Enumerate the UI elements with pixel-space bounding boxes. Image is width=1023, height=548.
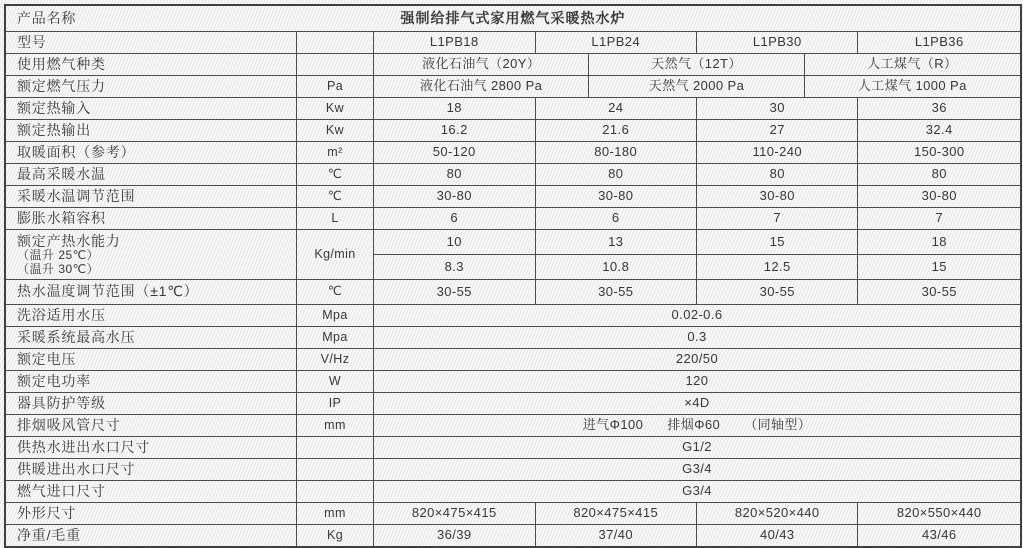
system-pressure-unit: Mpa (297, 327, 374, 349)
hot-water-rise30-label: （温升 30℃） (17, 261, 100, 276)
bath-pressure-value: 0.02-0.6 (374, 305, 1020, 327)
model-unit (297, 32, 374, 54)
product-name-value: 强制给排气式家用燃气采暖热水炉 (400, 9, 626, 26)
weight-value: 43/46 (921, 527, 957, 543)
voltage-value: 220/50 (374, 349, 1020, 371)
flue-pipe-value: 进气Φ100 排烟Φ60 （同轴型） (374, 415, 1020, 437)
heat-input-value: 24 (536, 98, 698, 120)
expansion-tank-value: 6 (374, 208, 536, 230)
heating-port-value: G3/4 (374, 459, 1020, 481)
hot-water-rise25-value: 13 (536, 230, 698, 255)
hot-water-range-label: 热水温度调节范围（±1℃） (6, 280, 297, 305)
heating-area-value: 80-180 (536, 142, 698, 164)
heat-input-value: 18 (374, 98, 536, 120)
hot-water-rise25-value: 10 (374, 230, 536, 255)
heat-output-label: 额定热输出 (6, 120, 297, 142)
heat-input-value: 36 (858, 98, 1020, 120)
protection-class-label: 器具防护等级 (6, 393, 297, 415)
expansion-tank-value: 6 (536, 208, 698, 230)
heating-area-unit: m² (297, 142, 374, 164)
hot-water-rise30-value: 12.5 (697, 255, 858, 280)
model-value: L1PB36 (858, 32, 1020, 54)
dimensions-value: 820×475×415 (374, 503, 536, 525)
model-value: L1PB24 (536, 32, 698, 54)
expansion-tank-label: 膨胀水箱容积 (6, 208, 297, 230)
heat-output-value: 21.6 (536, 120, 698, 142)
flue-pipe-unit: mm (297, 415, 374, 437)
protection-class-unit: IP (297, 393, 374, 415)
hot-water-port-label: 供热水进出水口尺寸 (6, 437, 297, 459)
expansion-tank-value: 7 (697, 208, 858, 230)
weight-value: 36/39 (374, 525, 536, 546)
model-value: L1PB18 (374, 32, 536, 54)
heating-temp-range-label: 采暖水温调节范围 (6, 186, 297, 208)
heating-port-unit (297, 459, 374, 481)
dimensions-value: 820×475×415 (536, 503, 698, 525)
voltage-unit: V/Hz (297, 349, 374, 371)
weight-value: 37/40 (536, 525, 698, 546)
heat-input-value: 30 (697, 98, 858, 120)
heat-input-unit: Kw (297, 98, 374, 120)
weight-value: 40/43 (697, 525, 858, 546)
heat-input-label: 额定热输入 (6, 98, 297, 120)
gas-type-label: 使用燃气种类 (6, 54, 297, 76)
heating-temp-range-value: 30-80 (374, 186, 536, 208)
hot-water-port-unit (297, 437, 374, 459)
heating-port-label: 供暖进出水口尺寸 (6, 459, 297, 481)
expansion-tank-value: 7 (858, 208, 1020, 230)
hot-water-capacity-title: 额定产热水能力 (17, 233, 121, 249)
power-label: 额定电功率 (6, 371, 297, 393)
gas-pressure-unit: Pa (297, 76, 374, 98)
heating-temp-range-value: 30-80 (697, 186, 858, 208)
gas-type-value: 天然气（12T） (589, 54, 804, 76)
heating-temp-range-value: 30-80 (536, 186, 698, 208)
hot-water-capacity-label (6, 230, 297, 280)
heat-output-value: 27 (697, 120, 858, 142)
dimensions-value: 820×520×440 (697, 503, 858, 525)
hot-water-rise25-value: 18 (858, 230, 1020, 255)
hot-water-range-unit: ℃ (297, 280, 374, 305)
hot-water-range-value: 30-55 (374, 280, 536, 305)
max-water-temp-value: 80 (374, 164, 536, 186)
system-pressure-label: 采暖系统最高水压 (6, 327, 297, 349)
dimensions-label: 外形尺寸 (6, 503, 297, 525)
product-name-row (6, 6, 1020, 32)
weight-unit: Kg (297, 525, 374, 546)
flue-pipe-label: 排烟吸风管尺寸 (6, 415, 297, 437)
bath-pressure-unit: Mpa (297, 305, 374, 327)
gas-inlet-unit (297, 481, 374, 503)
heat-output-value: 32.4 (858, 120, 1020, 142)
gas-pressure-value: 天然气 2000 Pa (589, 76, 804, 98)
hot-water-port-value: G1/2 (374, 437, 1020, 459)
gas-type-value: 人工煤气（R） (805, 54, 1020, 76)
hot-water-rise30-value: 10.8 (536, 255, 698, 280)
hot-water-rise25-value: 15 (697, 230, 858, 255)
hot-water-range-value: 30-55 (858, 280, 1020, 305)
heating-temp-range-unit: ℃ (297, 186, 374, 208)
gas-inlet-value: G3/4 (374, 481, 1020, 503)
gas-pressure-label: 额定燃气压力 (6, 76, 297, 98)
heat-output-unit: Kw (297, 120, 374, 142)
max-water-temp-label: 最高采暖水温 (6, 164, 297, 186)
heating-area-label: 取暖面积（参考） (6, 142, 297, 164)
gas-inlet-label: 燃气进口尺寸 (6, 481, 297, 503)
dimensions-unit: mm (297, 503, 374, 525)
gas-pressure-value: 人工煤气 1000 Pa (805, 76, 1020, 98)
power-unit: W (297, 371, 374, 393)
dimensions-value: 820×550×440 (858, 503, 1020, 525)
model-label: 型号 (6, 32, 297, 54)
heating-area-value: 150-300 (858, 142, 1020, 164)
hot-water-range-value: 30-55 (536, 280, 698, 305)
max-water-temp-value: 80 (697, 164, 858, 186)
max-water-temp-value: 80 (536, 164, 698, 186)
max-water-temp-value: 80 (858, 164, 1020, 186)
weight-label: 净重/毛重 (6, 525, 297, 546)
gas-type-value: 液化石油气（20Y） (374, 54, 589, 76)
heating-area-value: 110-240 (697, 142, 858, 164)
spec-table (4, 4, 1022, 548)
system-pressure-value: 0.3 (374, 327, 1020, 349)
gas-type-unit (297, 54, 374, 76)
hot-water-capacity-unit: Kg/min (297, 230, 374, 280)
max-water-temp-unit: ℃ (297, 164, 374, 186)
hot-water-rise25-label: （温升 25℃） (17, 248, 100, 263)
bath-pressure-label: 洗浴适用水压 (6, 305, 297, 327)
hot-water-rise30-value: 15 (858, 255, 1020, 280)
gas-pressure-value: 液化石油气 2800 Pa (374, 76, 589, 98)
expansion-tank-unit: L (297, 208, 374, 230)
protection-class-value: ×4D (374, 393, 1020, 415)
heat-output-value: 16.2 (374, 120, 536, 142)
product-name-label: 产品名称 (17, 9, 77, 26)
hot-water-rise30-value: 8.3 (374, 255, 536, 280)
hot-water-range-value: 30-55 (697, 280, 858, 305)
model-value: L1PB30 (697, 32, 858, 54)
heating-temp-range-value: 30-80 (858, 186, 1020, 208)
voltage-label: 额定电压 (6, 349, 297, 371)
power-value: 120 (374, 371, 1020, 393)
heating-area-value: 50-120 (374, 142, 536, 164)
